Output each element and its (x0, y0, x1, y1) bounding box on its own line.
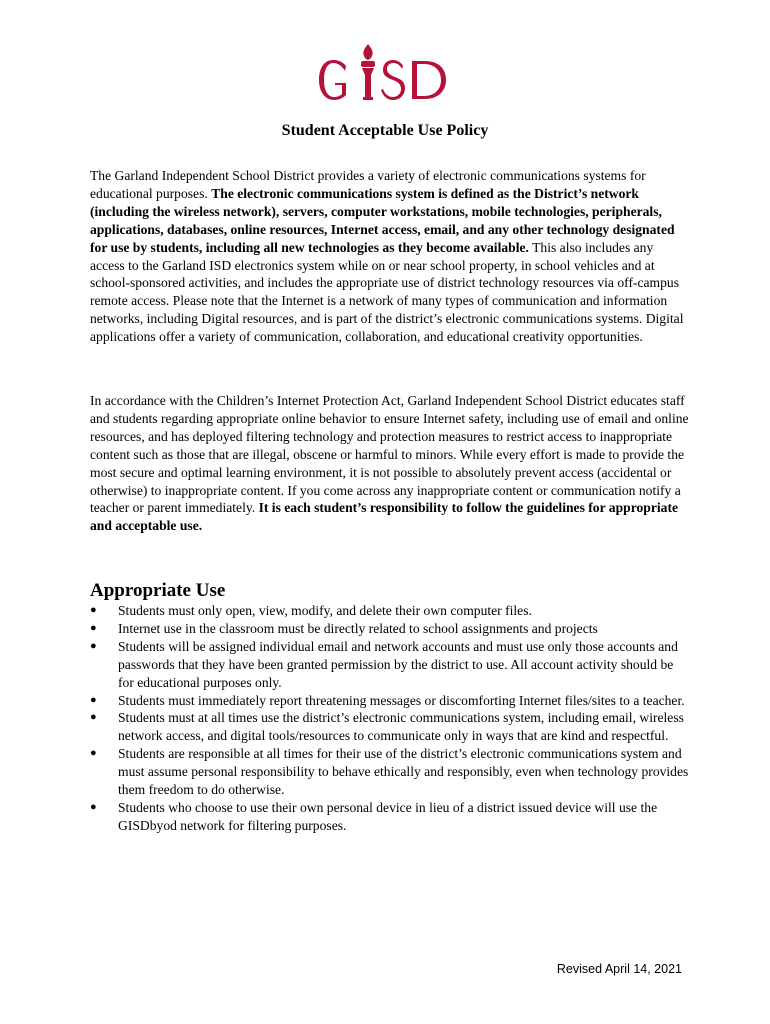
list-item (90, 799, 690, 835)
bullet-icon: ● (90, 604, 97, 616)
bullet-icon: ● (90, 711, 97, 724)
intro-paragraph (90, 167, 690, 346)
intro-text-1: The Garland Independent School District provides a variety of electronic communications systems for educational purposes. (90, 168, 646, 201)
list-item (90, 602, 690, 620)
list-item-text: Students must immediately report threatening messages or discomforting Internet files/sites to a teacher. (118, 692, 685, 708)
bullet-icon: ● (90, 639, 97, 652)
torch-icon (361, 44, 375, 100)
list-item (90, 638, 690, 692)
page-title: Student Acceptable Use Policy (281, 122, 489, 139)
list-item (90, 745, 690, 799)
list-item-text: Students who choose to use their own personal device in lieu of a district issued device will use the GISDbyod network for filtering purposes. (118, 799, 658, 833)
gisd-logo-graphic (318, 42, 450, 104)
bullet-icon: ● (90, 800, 97, 813)
bullet-icon: ● (90, 621, 97, 634)
gisd-logo (318, 42, 450, 104)
appropriate-use-heading: Appropriate Use (90, 580, 226, 601)
cipa-responsibility-bold: It is each student’s responsibility to follow the guidelines for appropriate and acceptable use. (90, 500, 679, 534)
list-item-text: Internet use in the classroom must be directly related to school assignments and projects (118, 620, 598, 636)
list-item-text: Students are responsible at all times for their use of the district’s electronic communications system and must assume personal responsibility to behave ethically and responsibly, even when technology provides them freedom to do otherwise. (118, 746, 689, 798)
list-item-text: Students must only open, view, modify, and delete their own computer files. (118, 603, 532, 618)
cipa-text-1: In accordance with the Children’s Internet Protection Act, Garland Independent School District educates staff and students regarding appropriate online behavior to ensure Internet safety, including use of email and online resources, and has deployed filtering technology and protection measures to restrict access to inappropriate content such as those that are illegal, obscene or harmful to minors. While every effort is made to provide the most secure and optimal learning environment, it is not possible to absolutely prevent access (accidental or otherwise) to inappropriate content. If you come across any inappropriate content or communication notify a teacher or parent immediately. (90, 393, 689, 516)
list-item (90, 709, 690, 745)
bullet-icon: ● (90, 693, 97, 706)
appropriate-use-list (90, 602, 690, 835)
bullet-icon: ● (90, 747, 97, 760)
intro-definition-bold: The electronic communications system is defined as the District’s network (including the wireless network), servers, computer workstations, mobile technologies, peripherals, applications, databases, online resources, Internet access, email, and any other technology designated for use by students, including all new technologies as they become available. (90, 185, 675, 255)
list-item (90, 692, 690, 710)
list-item-text: Students will be assigned individual email and network accounts and must use only those accounts and passwords that they have been granted permission by the district to use. All account activity should be for educational purposes only. (118, 638, 678, 690)
intro-text-3: This also includes any access to the Garland ISD electronics system while on or near school property, in school vehicles and at school-sponsored activities, and includes the appropriate use of district technology resources via off-campus remote access. Please note that the Internet is a network of many types of communication and information networks, including Digital resources, and is part of the district’s electronic communications systems. Digital applications offer a variety of communication, collaboration, and educational creativity opportunities. (90, 239, 684, 345)
list-item-text: Students must at all times use the district’s electronic communications system, including email, wireless network access, and digital tools/resources to communicate only in ways that are kind and respectful. (118, 710, 684, 744)
cipa-paragraph (90, 392, 690, 535)
list-item (90, 620, 690, 638)
revision-date: Revised April 14, 2021 (556, 962, 682, 976)
